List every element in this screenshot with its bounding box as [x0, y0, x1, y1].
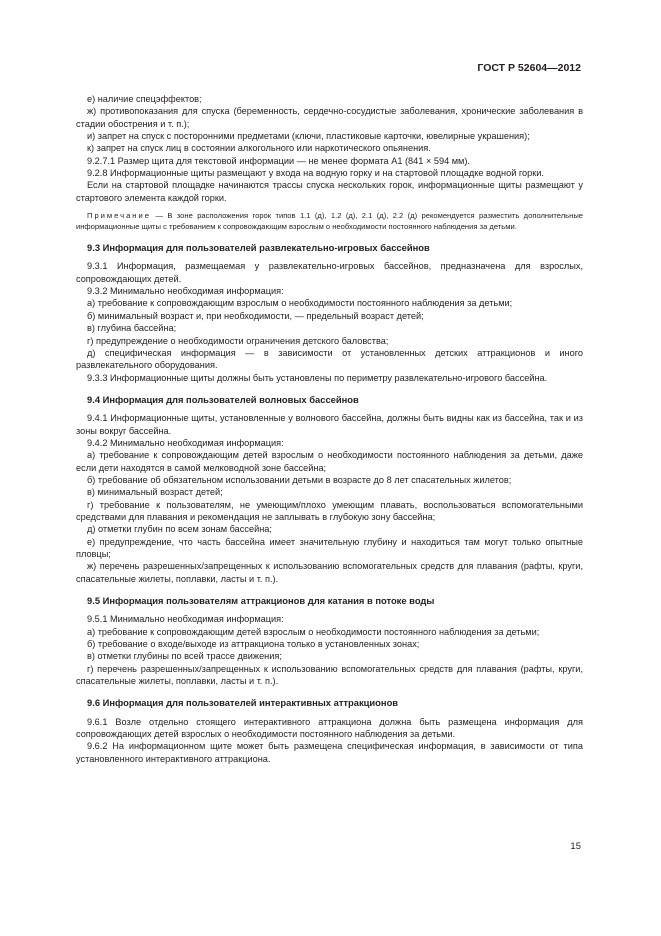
paragraph: г) предупреждение о необходимости ограничения детского баловства;: [87, 335, 389, 346]
paragraph: а) требование к сопровождающим взрослым о необходимости постоянного наблюдения за детьми;: [87, 298, 513, 309]
section-heading-9-4: 9.4 Информация для пользователей волновых бассейнов: [87, 393, 359, 405]
paragraph: г) требование к пользователям, не умеющим/плохо умеющим плавать, воспользоваться вспомогательными средствами для плавания и рекомендация не заплывать в глубокую зону бассейна;: [76, 499, 583, 522]
section-heading-9-5: 9.5 Информация пользователям аттракционов для катания в потоке воды: [87, 595, 435, 607]
paragraph: в) отметки глубины по всей трассе движения;: [87, 651, 282, 662]
paragraph: е) предупреждение, что часть бассейна имеет значительную глубину и находиться там могут только опытные пловцы;: [76, 536, 583, 559]
paragraph: к) запрет на спуск лиц в состоянии алкогольного или наркотического опьянения.: [87, 143, 431, 154]
paragraph: 9.2.8 Информационные щиты размещают у входа на водную горку и на стартовой площадке водной горки.: [87, 168, 544, 179]
paragraph: в) глубина бассейна;: [87, 323, 177, 334]
paragraph: д) специфическая информация — в зависимости от установленных детских аттракционов и иного развлекательного оборудования.: [76, 347, 583, 371]
paragraph: б) требование о входе/выходе из аттракциона только в установленных зонах;: [87, 639, 420, 650]
paragraph: в) минимальный возраст детей;: [87, 487, 223, 498]
section-heading-9-6: 9.6 Информация для пользователей интерактивных аттракционов: [87, 697, 399, 709]
paragraph: и) запрет на спуск с посторонними предметами (ключи, пластиковые карточки, ювелирные украшения);: [87, 131, 530, 142]
paragraph: 9.3.2 Минимально необходимая информация:: [87, 286, 284, 297]
paragraph: 9.4.1 Информационные щиты, установленные у волнового бассейна, должны быть видны как из бассейна, так и из зоны вокруг бассейна.: [76, 413, 583, 436]
note: [76, 211, 583, 232]
paragraph: ж) перечень разрешенных/запрещенных к использованию вспомогательных средств для плавания (рафты, круги, спасательные жилеты, поплавки, ласты и т. п.).: [76, 561, 583, 584]
paragraph: ж) противопоказания для спуска (беременность, сердечно-сосудистые заболевания, хронические заболевания в стадии обострения и т. п.);: [76, 106, 583, 129]
note-text: — В зоне расположения горок типов 1.1 (д), 1.2 (д), 2.1 (д), 2.2 (д) рекомендуется разместить дополнительные информационные щиты с требованием к сопровождающим взрослым о необходимости постоянного наблюдения за детьми.: [76, 211, 583, 231]
paragraph: 9.2.7.1 Размер щита для текстовой информации — не менее формата А1 (841 × 594 мм).: [87, 155, 470, 166]
note-label: Примечание: [87, 211, 151, 221]
section-heading-9-3: 9.3 Информация для пользователей развлекательно-игровых бассейнов: [87, 242, 430, 254]
document-header: ГОСТ Р 52604—2012: [477, 62, 581, 74]
paragraph: 9.6.1 Возле отдельно стоящего интерактивного аттракциона должна быть размещена информация для сопровождающих детей взрослых о необходимости постоянного наблюдения за детьми.: [76, 716, 583, 740]
paragraph: 9.6.2 На информационном щите может быть размещена специфическая информация, в зависимости от типа установленного интерактивного аттракциона.: [76, 741, 583, 764]
paragraph: б) минимальный возраст и, при необходимости, — предельный возраст детей;: [87, 310, 424, 321]
paragraph: 9.5.1 Минимально необходимая информация:: [87, 614, 284, 625]
document-body: [76, 93, 583, 765]
paragraph: д) отметки глубин по всем зонам бассейна;: [87, 524, 272, 535]
paragraph: г) перечень разрешенных/запрещенных к использованию вспомогательных средств для плавания (рафты, круги, спасательные жилеты, поплавки, ласты и т. п.).: [76, 663, 583, 687]
paragraph: а) требование к сопровождающим детей взрослым о необходимости постоянного наблюдения за детьми;: [87, 626, 540, 637]
paragraph: 9.4.2 Минимально необходимая информация:: [87, 437, 284, 448]
paragraph: б) требование об обязательном использовании детьми в возрасте до 8 лет спасательных жилетов;: [87, 474, 512, 485]
paragraph: Если на стартовой площадке начинаются трассы спуска нескольких горок, информационные щиты размещают у стартового элемента каждой горки.: [76, 180, 583, 203]
page-number: 15: [570, 841, 581, 852]
paragraph: а) требование к сопровождающим детей взрослым о необходимости постоянного наблюдения за детьми, даже если дети находятся в самой мелководной зоне бассейна;: [76, 450, 583, 473]
paragraph: 9.3.1 Информация, размещаемая у развлекательно-игровых бассейнов, предназначена для взрослых, сопровождающих детей.: [76, 261, 583, 284]
paragraph: 9.3.3 Информационные щиты должны быть установлены по периметру развлекательно-игрового бассейна.: [87, 372, 548, 383]
paragraph: е) наличие спецэффектов;: [87, 94, 202, 104]
